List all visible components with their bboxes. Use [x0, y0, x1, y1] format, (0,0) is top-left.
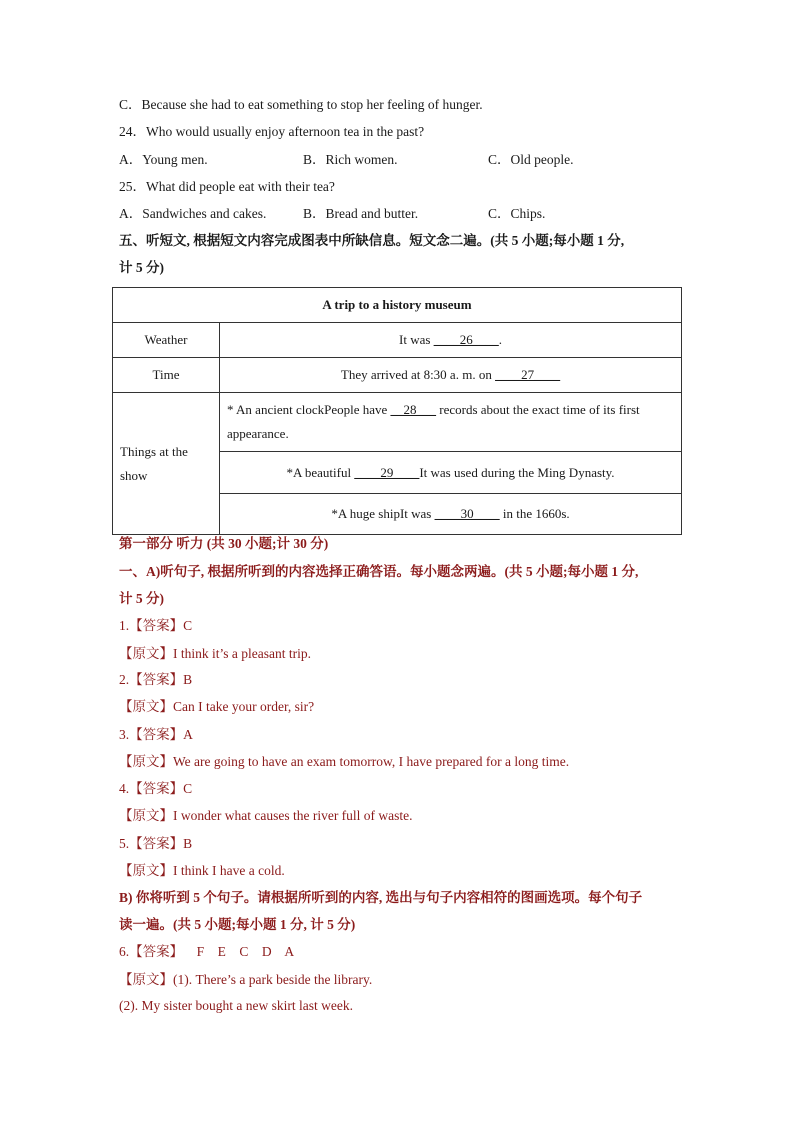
ship-cell	[220, 494, 682, 535]
clock-text: * An ancient clockPeople have	[227, 402, 391, 417]
time-cell	[220, 358, 682, 393]
answer-6: 6.【答案】 F E C D A	[119, 944, 295, 959]
table-title: A trip to a history museum	[113, 288, 682, 323]
weather-period: .	[498, 332, 502, 347]
blank-26: ____26____	[433, 332, 499, 347]
q25-options	[119, 205, 679, 223]
weather-label: Weather	[113, 323, 220, 358]
section5-heading-line2: 计 5 分)	[119, 260, 164, 275]
script-1: 【原文】I think it’s a pleasant trip.	[119, 646, 311, 661]
script-2: 【原文】Can I take your order, sir?	[119, 699, 315, 714]
script-4: 【原文】I wonder what causes the river full of waste.	[119, 808, 413, 823]
q24-option-b: B．Rich women.	[303, 152, 398, 167]
q24-stem: 24．Who would usually enjoy afternoon tea in the past?	[119, 124, 425, 139]
script-5: 【原文】I think I have a cold.	[119, 863, 285, 878]
script-6-line2: (2). My sister bought a new skirt last week.	[119, 998, 353, 1013]
answer-3: 3.【答案】A	[119, 727, 193, 742]
blank-27: ____27____	[495, 367, 561, 382]
sectionA-heading-line1: 一、A)听句子, 根据所听到的内容选择正确答语。每小题念两遍。(共 5 小题;每小题 1 分,	[119, 564, 639, 579]
things-label: Things at the show	[113, 393, 220, 535]
q25-stem: 25．What did people eat with their tea?	[119, 179, 335, 194]
q25-option-b: B．Bread and butter.	[303, 206, 419, 221]
time-label: Time	[113, 358, 220, 393]
beautiful-text-end: It was used during the Ming Dynasty.	[419, 464, 615, 480]
q24-options	[119, 151, 679, 169]
part1-heading: 第一部分 听力 (共 30 小题;计 30 分)	[119, 536, 329, 551]
q25-option-a: A．Sandwiches and cakes.	[119, 206, 267, 221]
blank-29: ____29____	[354, 464, 420, 480]
answer-5: 5.【答案】B	[119, 836, 193, 851]
sectionB-heading-line1: B) 你将听到 5 个句子。请根据所听到的内容, 选出与句子内容相符的图画选项。每个句子	[119, 890, 643, 905]
blank-30: ____30____	[434, 506, 500, 521]
q25-option-c: C．Chips.	[488, 206, 546, 221]
q23-option-c: C．Because she had to eat something to stop her feeling of hunger.	[119, 97, 483, 112]
beautiful-text: *A beautiful	[286, 464, 355, 480]
q24-option-a: A．Young men.	[119, 152, 208, 167]
blank-28: __28___	[390, 402, 437, 417]
answer-4: 4.【答案】C	[119, 781, 193, 796]
weather-cell	[220, 323, 682, 358]
museum-trip-table	[112, 287, 682, 535]
script-3: 【原文】We are going to have an exam tomorrow, I have prepared for a long time.	[119, 754, 570, 769]
ship-text: *A huge shipIt was	[331, 506, 435, 521]
ship-text-end: in the 1660s.	[499, 506, 570, 521]
q24-option-c: C．Old people.	[488, 152, 574, 167]
beautiful-cell	[220, 452, 682, 494]
clock-cell	[220, 393, 682, 452]
time-text: They arrived at 8:30 a. m. on	[340, 367, 496, 382]
script-6-line1: 【原文】(1). There’s a park beside the library.	[119, 972, 373, 987]
sectionA-heading-line2: 计 5 分)	[119, 591, 164, 606]
section5-heading-line1: 五、听短文, 根据短文内容完成图表中所缺信息。短文念二遍。(共 5 小题;每小题 1 分,	[119, 233, 625, 248]
sectionB-heading-line2: 读一遍。(共 5 小题;每小题 1 分, 计 5 分)	[119, 917, 356, 932]
weather-text: It was	[399, 332, 434, 347]
answer-2: 2.【答案】B	[119, 672, 193, 687]
answer-1: 1.【答案】C	[119, 618, 193, 633]
clock-text-end: records about the exact time of its first appearance.	[227, 402, 640, 441]
